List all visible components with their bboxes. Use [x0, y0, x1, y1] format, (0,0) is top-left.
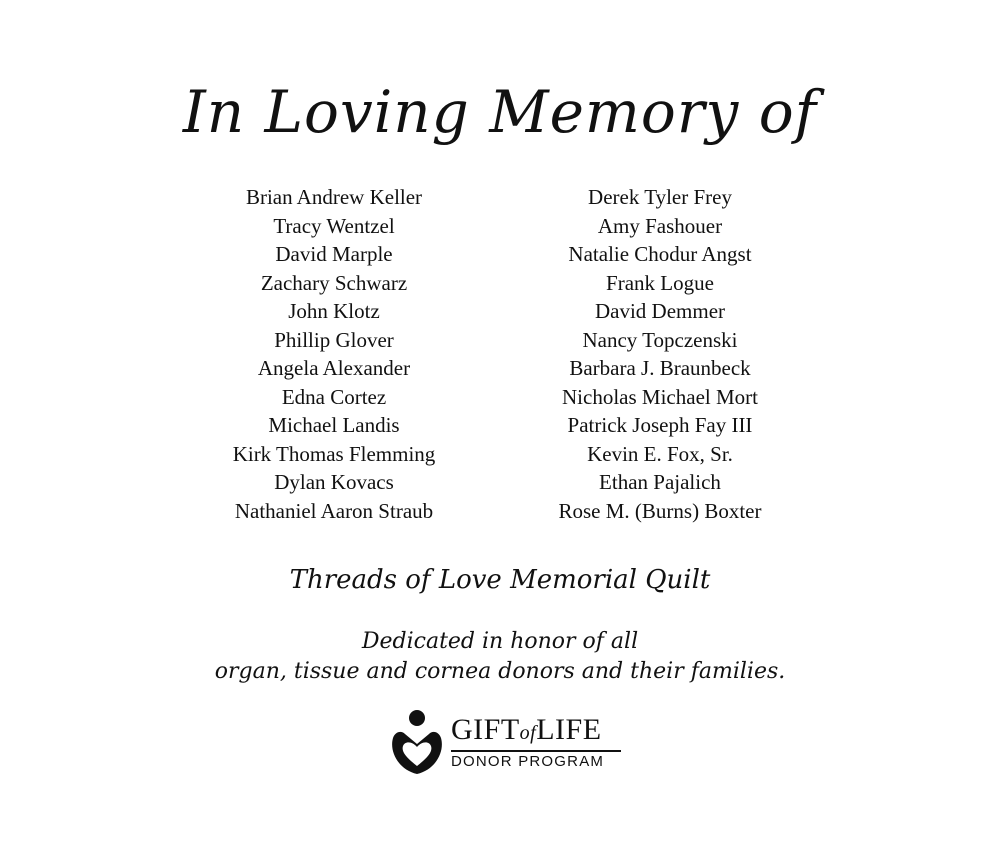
page-title: In Loving Memory of [182, 78, 818, 146]
list-item: Michael Landis [268, 413, 400, 437]
list-item: Rose M. (Burns) Boxter [558, 498, 762, 523]
list-item: Patrick Joseph Fay III [567, 413, 753, 437]
list-item: Phillip Glover [274, 327, 394, 352]
quilt-subtitle: Threads of Love Memorial Quilt [289, 565, 711, 595]
heart-figure-icon [385, 708, 449, 776]
list-item: Barbara J. Braunbeck [569, 356, 751, 380]
dedication-line-2: organ, tissue and cornea donors and their families. [214, 659, 786, 684]
logo-of: of [519, 722, 537, 744]
list-item: Kirk Thomas Flemming [232, 441, 436, 466]
list-item: Dylan Kovacs [274, 470, 394, 494]
list-item: Amy Fashouer [597, 213, 723, 238]
list-item: Frank Logue [606, 270, 714, 295]
list-item: David Demmer [594, 299, 726, 323]
logo-gift: GIFT [451, 713, 520, 746]
list-item: Brian Andrew Keller [245, 185, 423, 209]
logo-wordmark [451, 714, 621, 772]
logo-life: LIFE [536, 713, 602, 746]
names-list-right [525, 183, 795, 525]
gift-of-life-logo [385, 708, 625, 776]
list-item: Natalie Chodur Angst [568, 242, 752, 266]
list-item: Angela Alexander [257, 356, 411, 380]
list-item: Nicholas Michael Mort [562, 384, 758, 409]
list-item: Nancy Topczenski [582, 327, 738, 352]
list-item: John Klotz [288, 299, 380, 323]
list-item: Tracy Wentzel [273, 213, 395, 238]
names-list-left [200, 183, 468, 525]
list-item: David Marple [275, 242, 393, 266]
list-item: Kevin E. Fox, Sr. [587, 441, 733, 466]
dedication-line-1: Dedicated in honor of all [361, 629, 639, 654]
dedication-text [0, 627, 1000, 687]
list-item: Nathaniel Aaron Straub [234, 498, 434, 523]
logo-subtitle: DONOR PROGRAM [451, 753, 605, 770]
list-item: Ethan Pajalich [599, 470, 721, 494]
list-item: Edna Cortez [281, 384, 387, 409]
list-item: Zachary Schwarz [260, 270, 408, 295]
list-item: Derek Tyler Frey [588, 185, 732, 209]
